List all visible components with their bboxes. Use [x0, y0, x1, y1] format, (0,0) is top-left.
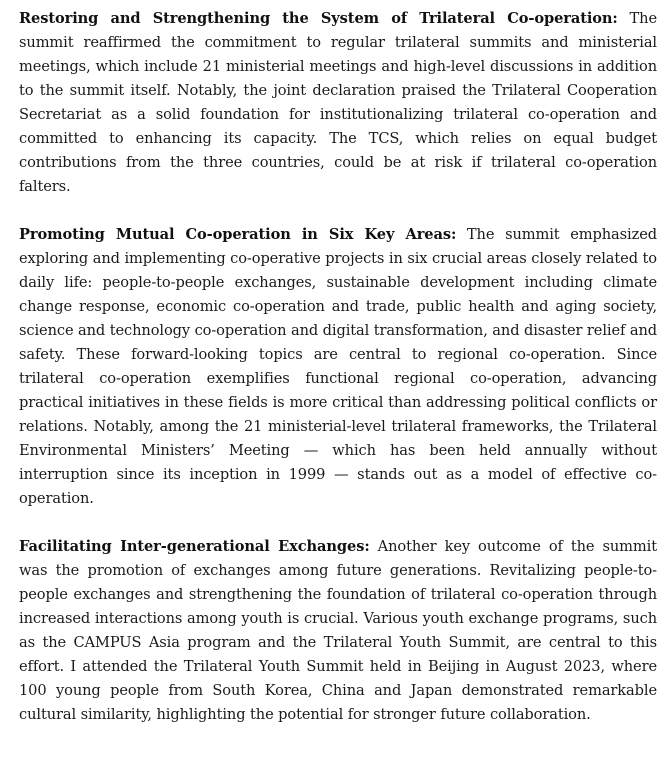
- section-body: Another key outcome of the summit was the promotion of exchanges among future generations. Revitalizing people-to-people exchanges and strengthening the foundation of trilateral co-operation through increased interactions among youth is crucial. Various youth exchange programs, such as the CAMPUS Asia program and the Trilateral Youth Summit, are central to this effort. I attended the Trilateral Youth Summit held in Beijing in August 2023, where 100 young people from South Korea, China and Japan demonstrated remarkable cultural similarity, highlighting the potential for stronger future collaboration.: [19, 538, 657, 723]
- section-six-key-areas: [19, 223, 657, 511]
- section-heading: Promoting Mutual Co-operation in Six Key Areas:: [19, 226, 457, 243]
- section-body: The summit emphasized exploring and implementing co-operative projects in six crucial areas closely related to daily life: people-to-people exchanges, sustainable development including climate change response, economic co-operation and trade, public health and aging society, science and technology co-operation and digital transformation, and disaster relief and safety. These forward-looking topics are central to regional co-operation. Since trilateral co-operation exemplifies functional regional co-operation, advancing practical initiatives in these fields is more critical than addressing political conflicts or relations. Notably, among the 21 ministerial-level trilateral frameworks, the Trilateral Environmental Ministers’ Meeting — which has been held annually without interruption since its inception in 1999 — stands out as a model of effective co-operation.: [19, 226, 657, 507]
- section-heading: Facilitating Inter-generational Exchanges:: [19, 538, 370, 555]
- section-inter-generational-exchanges: [19, 535, 657, 727]
- section-body: The summit reaffirmed the commitment to regular trilateral summits and ministerial meetings, which include 21 ministerial meetings and high-level discussions in addition to the summit itself. Notably, the joint declaration praised the Trilateral Cooperation Secretariat as a solid foundation for institutionalizing trilateral co-operation and committed to enhancing its capacity. The TCS, which relies on equal budget contributions from the three countries, could be at risk if trilateral co-operation falters.: [19, 10, 657, 195]
- section-heading: Restoring and Strengthening the System of Trilateral Co-operation:: [19, 10, 618, 27]
- section-restoring-trilateral-system: [19, 7, 657, 199]
